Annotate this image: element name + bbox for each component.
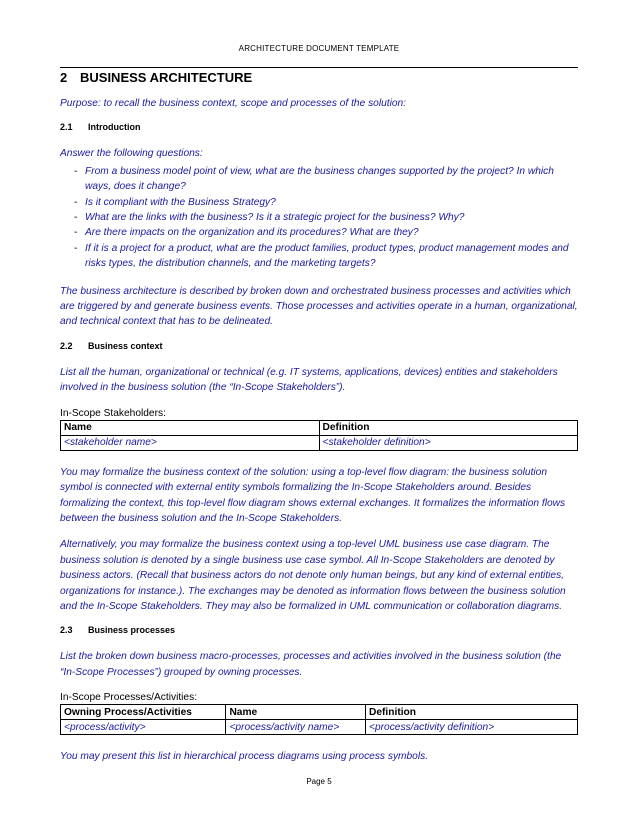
list-item xyxy=(60,241,578,272)
subsection-title: Introduction xyxy=(88,122,141,133)
column-header: Definition xyxy=(319,420,578,435)
table-cell: <stakeholder name> xyxy=(61,435,320,450)
stakeholders-table xyxy=(60,420,578,451)
question-text: If it is a project for a product, what are the product families, product types, product management modes and risks types, the distribution channels, and the marketing targets? xyxy=(85,242,569,270)
purpose-text: Purpose: to recall the business context, scope and processes of the solution: xyxy=(60,98,407,109)
page-number: Page 5 xyxy=(306,777,332,786)
section-number: 2 xyxy=(60,70,68,85)
column-header: Definition xyxy=(366,705,578,720)
processes-table-label: In-Scope Processes/Activities: xyxy=(60,692,198,704)
context-paragraph: List all the human, organizational or technical (e.g. IT systems, applications, devices) entities and stakeholders involved in the business solution (the “In-Scope Stakeholders”). xyxy=(60,366,558,394)
subsection-title: Business context xyxy=(88,340,163,351)
list-item xyxy=(60,225,578,240)
hierarchy-paragraph: You may present this list in hierarchical process diagrams using process symbols. xyxy=(60,751,429,763)
question-list xyxy=(60,164,578,272)
table-cell: <process/activity> xyxy=(61,720,226,735)
section-heading xyxy=(60,70,578,85)
page-header: ARCHITECTURE DOCUMENT TEMPLATE xyxy=(238,44,400,53)
subsection-heading-intro xyxy=(60,122,578,132)
question-text: Are there impacts on the organization and its procedures? What are they? xyxy=(85,227,419,239)
processes-table xyxy=(60,704,578,735)
question-text: From a business model point of view, what are the business changes supported by the project? In which ways, does it change? xyxy=(85,165,554,193)
table-header-row xyxy=(61,420,578,435)
subsection-number: 2.3 xyxy=(60,625,73,636)
dash-bullet-icon: - xyxy=(74,212,78,224)
uml-paragraph: Alternatively, you may formalize the business context using a top-level UML business use case diagram. The business solution is denoted by a single business use case symbol. All In-Scope Stakeholders are denoted by business actors. (Recall that business actors do not denote only human beings, but any kind of external entities, organizations for instance.). The exchanges may be denoted as information flows between the business solution and the In-Scope Stakeholders. They may also be formalized in UML communication or collaboration diagrams. xyxy=(60,539,566,612)
table-row xyxy=(61,720,578,735)
dash-bullet-icon: - xyxy=(74,165,78,177)
table-header-row xyxy=(61,705,578,720)
stakeholders-table-label: In-Scope Stakeholders: xyxy=(60,407,166,419)
list-item xyxy=(60,195,578,210)
column-header: Name xyxy=(226,705,366,720)
subsection-number: 2.2 xyxy=(60,340,73,351)
subsection-heading-context xyxy=(60,341,578,351)
subsection-heading-processes xyxy=(60,625,578,635)
page-content xyxy=(60,70,578,776)
table-cell: <process/activity definition> xyxy=(366,720,578,735)
dash-bullet-icon: - xyxy=(74,196,78,208)
intro-text: Answer the following questions: xyxy=(60,148,203,160)
dash-bullet-icon: - xyxy=(74,242,78,254)
dash-bullet-icon: - xyxy=(74,227,78,239)
question-text: Is it compliant with the Business Strategy? xyxy=(85,196,276,208)
column-header: Name xyxy=(61,420,320,435)
section-title: BUSINESS ARCHITECTURE xyxy=(80,70,253,85)
table-cell: <stakeholder definition> xyxy=(319,435,578,450)
list-item xyxy=(60,210,578,225)
list-item xyxy=(60,164,578,195)
column-header: Owning Process/Activities xyxy=(61,705,226,720)
intro-paragraph: The business architecture is described by broken down and orchestrated business processes and activities which are triggered by and generate business events. Those processes and activities operate in a human, organizational, and technical context that has to be delineated. xyxy=(60,285,578,328)
header-rule xyxy=(60,67,578,68)
processes-paragraph: List the broken down business macro-processes, processes and activities involved in the business solution (the “In-Scope Processes”) grouped by owning processes. xyxy=(60,651,562,678)
table-row xyxy=(61,435,578,450)
subsection-title: Business processes xyxy=(88,625,176,636)
table-cell: <process/activity name> xyxy=(226,720,366,735)
subsection-number: 2.1 xyxy=(60,122,73,133)
question-text: What are the links with the business? Is it a strategic project for the business? Why? xyxy=(85,212,465,224)
flow-diagram-paragraph: You may formalize the business context of the solution: using a top-level flow diagram: the business solution symbol is connected with external entity symbols formalizing the In-Scope Stakeholders around. Besides formalizing the context, this top-level flow diagram shows external exchanges. It formalizes the information flows between the business solution and the In-Scope Stakeholders. xyxy=(60,466,566,524)
